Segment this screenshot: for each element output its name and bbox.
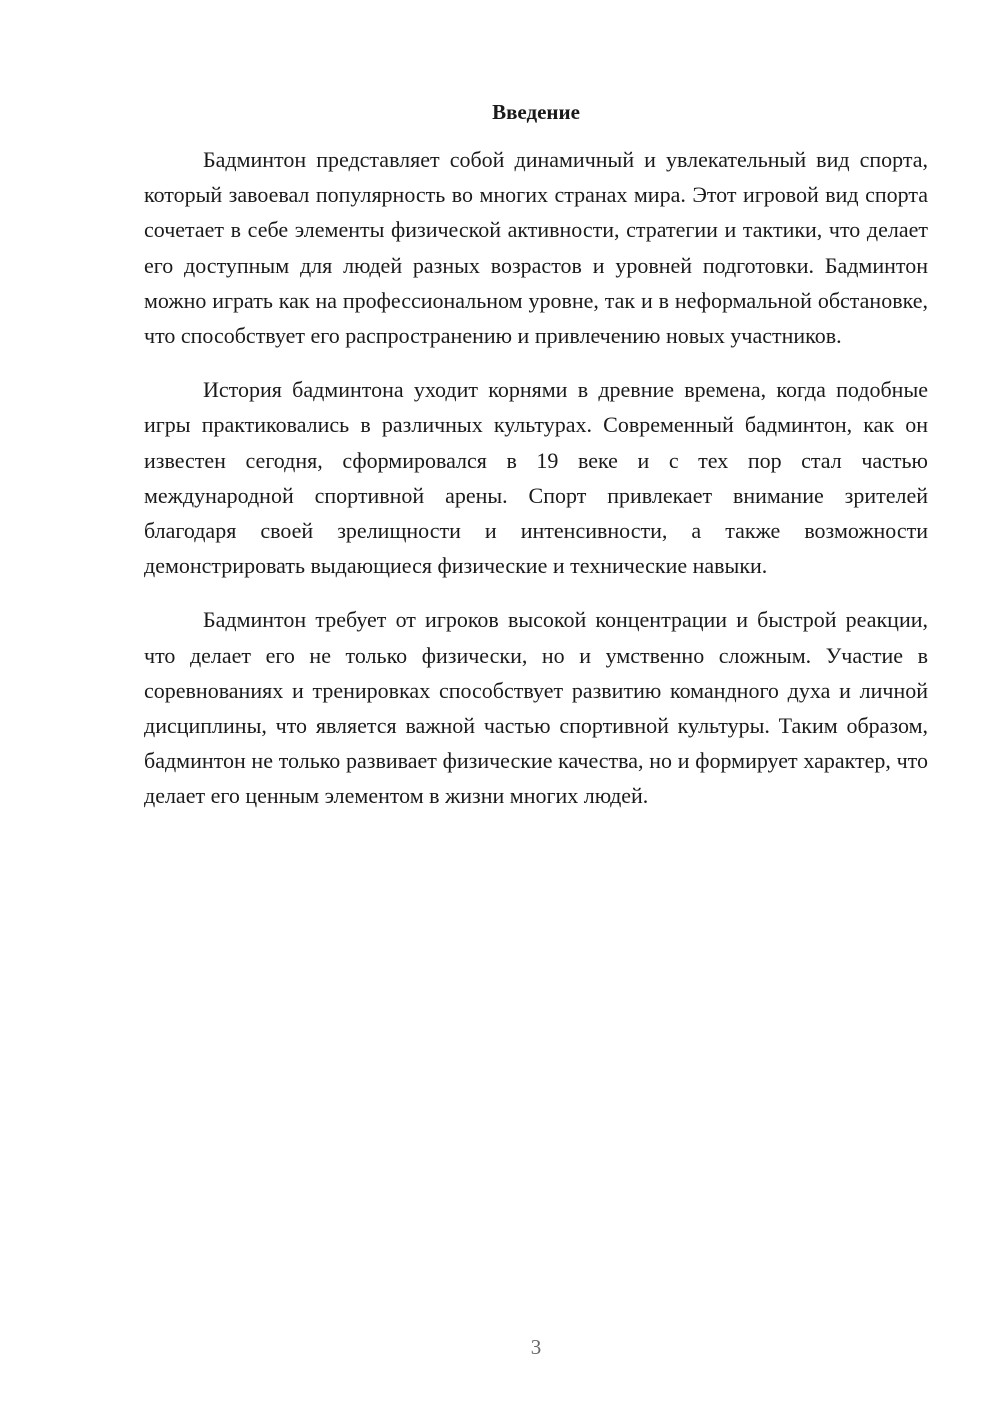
paragraph-1: Бадминтон представляет собой динамичный и увлекательный вид спорта, который завоевал популярность во многих странах мира. Этот игровой вид спорта сочетает в себе элементы физической активности, стратегии и тактики, что делает его доступным для людей разных возрастов и уровней подготовки. Бадминтон можно играть как на профессиональном уровне, так и в неформальной обстановке, что способствует его распространению и привлечению новых участников.	[144, 147, 928, 349]
paragraph-2: История бадминтона уходит корнями в древние времена, когда подобные игры практиковались в различных культурах. Современный бадминтон, как он известен сегодня, сформировался в 19 веке и с тех пор стал частью международной спортивной арены. Спорт привлекает внимание зрителей благодаря своей зрелищности и интенсивности, а также возможности демонстрировать выдающиеся физические и технические навыки.	[144, 377, 928, 579]
section-heading: Введение	[492, 100, 580, 124]
body-text	[144, 142, 928, 833]
paragraph-3: Бадминтон требует от игроков высокой концентрации и быстрой реакции, что делает его не только физически, но и умственно сложным. Участие в соревнованиях и тренировках способствует развитию командного духа и личной дисциплины, что является важной частью спортивной культуры. Таким образом, бадминтон не только развивает физические качества, но и формирует характер, что делает его ценным элементом в жизни многих людей.	[144, 607, 928, 809]
page-number: 3	[530, 1335, 542, 1359]
